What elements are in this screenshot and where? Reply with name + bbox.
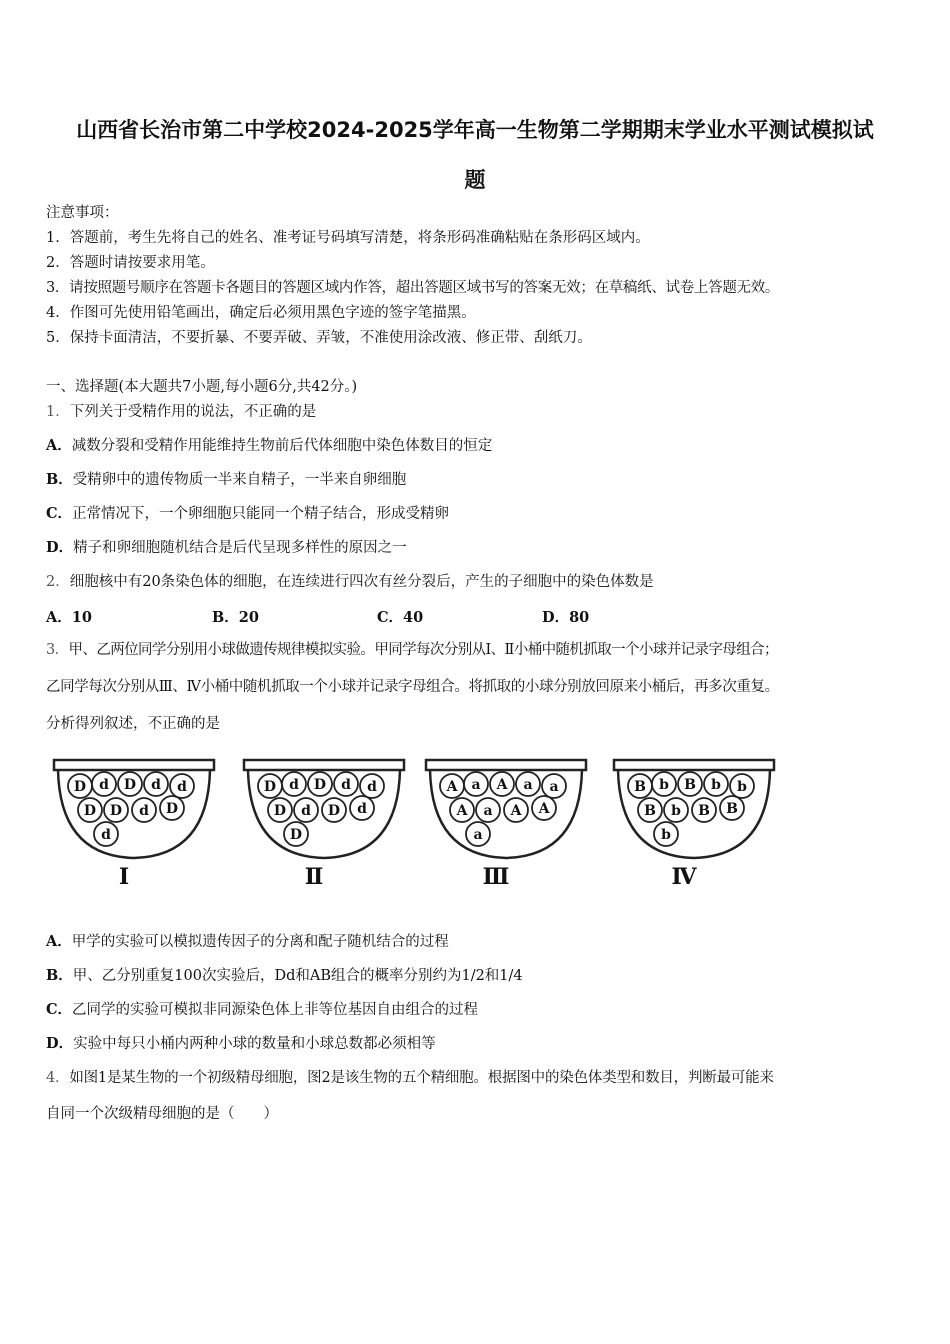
ball-label: A: [446, 779, 458, 795]
ball-label: a: [483, 803, 493, 819]
question-number: 2．: [46, 574, 70, 590]
ball-label: a: [523, 777, 533, 793]
bucket-rim: [426, 760, 586, 770]
ball-label: D: [263, 779, 277, 795]
ball-label: d: [367, 779, 377, 795]
option-text: 正常情况下，一个卵细胞只能同一个精子结合，形成受精卵: [72, 506, 450, 522]
ball-label: b: [671, 803, 681, 819]
question-3-option-d: [46, 1034, 436, 1054]
bucket-1: [54, 760, 214, 890]
bucket-2: [244, 760, 404, 890]
ball-label: a: [549, 779, 559, 795]
exam-title-line1: 山西省长治市第二中学校2024-2025学年高一生物第二学期期末学业水平测试模拟试: [76, 118, 874, 142]
bucket-rim: [54, 760, 214, 770]
notice-item: 5．保持卡面清洁，不要折暴、不要弄破、弄皱，不准使用涂改液、修正带、刮纸刀。: [46, 330, 592, 346]
ball-label: d: [99, 777, 109, 793]
notice-item: 2．答题时请按要求用笔。: [46, 255, 215, 271]
bucket-label: Ⅲ: [482, 864, 510, 890]
option-text: 受精卵中的遗传物质一半来自精子，一半来自卵细胞: [72, 472, 407, 488]
ball-label: d: [289, 777, 299, 793]
option-label: C．: [46, 1001, 73, 1018]
question-4-stem-line1: [46, 1068, 774, 1088]
ball-label: D: [313, 777, 327, 793]
ball-label: b: [711, 777, 721, 793]
bucket-3: [426, 760, 586, 890]
question-1-stem: [46, 402, 316, 422]
ball-label: d: [177, 779, 187, 795]
ball-label: B: [726, 801, 738, 817]
option-text: 乙同学的实验可模拟非同源染色体上非等位基因自由组合的过程: [72, 1002, 479, 1018]
question-1-option-c: [46, 504, 449, 524]
ball-label: d: [101, 827, 111, 843]
ball-label: b: [737, 779, 747, 795]
ball-label: D: [327, 803, 341, 819]
question-2-option-a: [46, 606, 92, 627]
question-text: 如图1是某生物的一个初级精母细胞，图2是该生物的五个精细胞。根据图中的染色体类型和数目，判断最可能来: [69, 1070, 774, 1086]
option-label: B．: [46, 471, 73, 488]
ball-label: D: [109, 803, 123, 819]
option-text: 20: [238, 609, 259, 626]
ball-label: B: [644, 803, 656, 819]
option-text: 减数分裂和受精作用能维持生物前后代体细胞中染色体数目的恒定: [71, 438, 493, 454]
option-text: 甲学的实验可以模拟遗传因子的分离和配子随机结合的过程: [71, 934, 449, 950]
option-label: B．: [46, 967, 73, 984]
bucket-label: Ⅱ: [304, 864, 324, 890]
question-3-option-c: [46, 1000, 478, 1020]
ball-label: d: [301, 803, 311, 819]
bucket-label: Ⅰ: [118, 864, 130, 890]
ball-label: A: [510, 803, 522, 819]
exam-title-line2: 题: [464, 168, 486, 192]
notice-item: 4．作图可先使用铅笔画出，确定后必须用黑色字迹的签字笔描黑。: [46, 305, 476, 321]
ball-label: b: [659, 777, 669, 793]
question-number: 4．: [46, 1070, 70, 1086]
question-number: 1．: [46, 404, 70, 420]
question-2-option-d: [542, 606, 589, 627]
notice-heading: 注意事项：: [46, 205, 119, 221]
ball-label: d: [341, 777, 351, 793]
option-text: 80: [569, 609, 590, 626]
question-3-option-a: [46, 932, 449, 952]
bucket-rim: [244, 760, 404, 770]
ball-label: B: [634, 779, 646, 795]
option-text: 实验中每只小桶内两种小球的数量和小球总数都必须相等: [73, 1036, 436, 1052]
question-1-option-d: [46, 538, 407, 558]
section-heading: 一、选择题(本大题共7小题,每小题6分,共42分。): [46, 379, 358, 395]
ball-label: a: [473, 827, 483, 843]
bucket-label: Ⅳ: [671, 864, 697, 890]
ball-label: d: [357, 801, 367, 817]
question-1-option-a: [46, 436, 492, 456]
question-2-stem: [46, 572, 654, 592]
option-text: 甲、乙分别重复100次实验后，Dd和AB组合的概率分别约为1/2和1/4: [72, 968, 523, 984]
question-number: 3．: [46, 642, 69, 658]
ball-label: B: [698, 803, 710, 819]
ball-label: b: [661, 827, 671, 843]
question-3-option-b: [46, 966, 523, 986]
ball-label: D: [73, 779, 87, 795]
question-1-option-b: [46, 470, 406, 490]
option-label: A．: [46, 437, 72, 454]
option-text: 40: [403, 609, 424, 626]
ball-label: A: [496, 777, 508, 793]
ball-label: D: [289, 827, 303, 843]
notice-item: 1．答题前，考生先将自己的姓名、准考证号码填写清楚，将条形码准确粘贴在条形码区域内。: [46, 230, 650, 246]
question-text: 下列关于受精作用的说法，不正确的是: [69, 404, 317, 420]
ball-label: a: [471, 777, 481, 793]
question-text: 细胞核中有20条染色体的细胞，在连续进行四次有丝分裂后，产生的子细胞中的染色体数是: [69, 574, 654, 590]
option-label: A．: [46, 933, 72, 950]
bucket-rim: [614, 760, 774, 770]
option-text: 10: [71, 609, 92, 626]
option-text: 精子和卵细胞随机结合是后代呈现多样性的原因之一: [73, 540, 407, 556]
question-2-option-c: [377, 606, 423, 627]
notice-item: 3．请按照题号顺序在答题卡各题目的答题区域内作答，超出答题区域书写的答案无效；在草稿纸、试卷上答题无效。: [46, 280, 780, 296]
option-label: D．: [46, 539, 74, 556]
buckets-figure: [40, 752, 800, 892]
option-label: B．: [212, 609, 239, 626]
option-label: A．: [46, 609, 72, 626]
ball-label: D: [273, 803, 287, 819]
option-label: D．: [542, 609, 570, 626]
option-label: C．: [46, 505, 73, 522]
question-text: 甲、乙两位同学分别用小球做遗传规律模拟实验。甲同学每次分别从Ⅰ、Ⅱ小桶中随机抓取一个小球并记录字母组合；: [68, 642, 778, 658]
question-3-stem-line1: [46, 640, 778, 660]
ball-label: D: [123, 777, 137, 793]
question-2-option-b: [212, 606, 259, 627]
question-3-stem-line2: 乙同学每次分别从Ⅲ、Ⅳ小桶中随机抓取一个小球并记录字母组合。将抓取的小球分别放回原来小桶后，再多次重复。: [46, 679, 779, 695]
question-3-stem-line3: 分析得列叙述，不正确的是: [46, 716, 220, 732]
ball-label: A: [538, 801, 550, 817]
option-label: D．: [46, 1035, 74, 1052]
option-label: C．: [377, 609, 404, 626]
question-4-stem-line2: 自同一个次级精母细胞的是（ ）: [46, 1106, 278, 1122]
ball-label: B: [684, 777, 696, 793]
bucket-4: [614, 760, 774, 890]
ball-label: D: [165, 801, 179, 817]
ball-label: A: [456, 803, 468, 819]
ball-label: d: [139, 803, 149, 819]
ball-label: d: [151, 777, 161, 793]
ball-label: D: [83, 803, 97, 819]
